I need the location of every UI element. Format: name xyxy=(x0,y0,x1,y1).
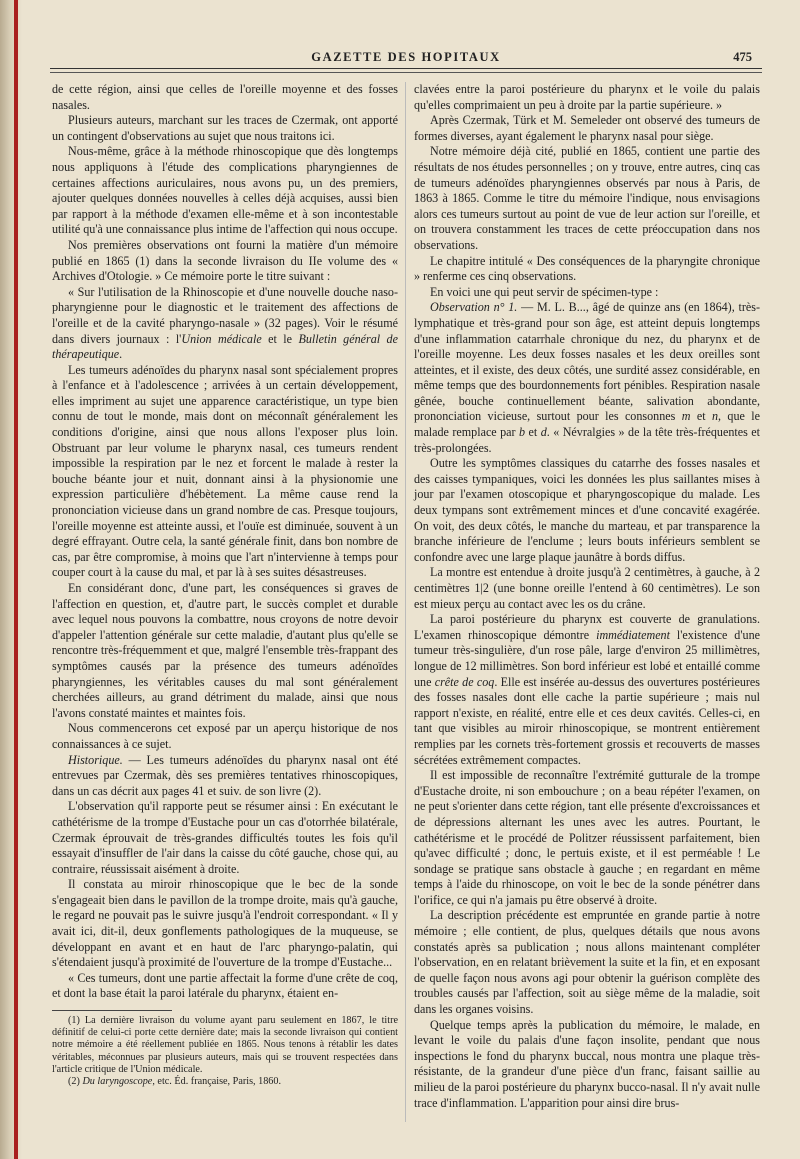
letter: n xyxy=(711,409,718,424)
header-rule-thick xyxy=(50,68,762,69)
paragraph: Nous-même, grâce à la méthode rhinoscopique que dès longtemps nous appliquons à l'étude des complications pharyngiennes de certaines affections auriculaires, nous avons pu, un des premiers, ajouter quelques données nouvelles à celles déjà acquises, aussi bien par rapport à la méthode d'examen elle-même et à son incontestable utilité qu'à une connaissance plus intime de l'affection qui nous occupe. xyxy=(52,144,398,237)
paragraph xyxy=(52,285,398,363)
journal-title: Bulletin général de thérapeutique xyxy=(52,331,398,362)
letter: m xyxy=(681,409,691,424)
footnote: (1) La dernière livraison du volume ayant paru seulement en 1867, le titre définitif de celui-ci porte cette dernière date; mais la seconde livraison qui contient notre mémoire a été réellement publiée en 1865. Nous tenons à rétablir les dates véritables, méconnues par plusieurs auteurs, mais qui se trouvent respectées dans l'article critique de l'Union médicale. xyxy=(52,1015,398,1075)
paragraph: La description précédente est empruntée en grande partie à notre mémoire ; elle contient, de plus, quelques détails que nous avons constatés après sa publication ; nous allons maintenant compléter l'observation, en en relatant brièvement la suite et la fin, et en exposant de quelle façon nous avons agi pour obtenir la guérison complète des troubles causés par l'affection, soit au siège même de la maladie, soit dans les organes voisins. xyxy=(414,908,760,1017)
paragraph: La montre est entendue à droite jusqu'à 2 centimètres, à gauche, à 2 centimètres 1|2 (une bonne oreille l'entend à 60 centimètres). Le son est mieux perçu au contact avec les os du crâne. xyxy=(414,565,760,611)
paragraph: L'observation qu'il rapporte peut se résumer ainsi : En exécutant le cathétérisme de la trompe d'Eustache pour un cas d'otorrhée bilatérale, Czermak éprouvait de très-grandes difficultés toutes les fois qu'il essayait d'insuffler de l'air dans la caisse du côté gauche, chose qui, au contraire, réussissait aisément à droite. xyxy=(52,799,398,876)
text-run: « Sur l'utilisation de la Rhinoscopie et d'une nouvelle douche naso-pharyngienne pour le diagnostic et le traitement des affections de l'oreille et de la cavité pharyngo-nasale » (32 pages). Voir le résumé dans divers journaux : l' xyxy=(52,284,398,346)
footnote-rule xyxy=(52,1010,172,1011)
text-run: l'existence d'une tumeur très-singulière, d'un rose pâle, large d'environ 25 millimètres, longue de 12 millimètres. Son bord inférieur est lobé et entaillé comme une xyxy=(414,627,760,689)
text-run: . xyxy=(119,347,123,362)
text-run: et xyxy=(690,409,712,424)
paragraph: Quelque temps après la publication du mémoire, le malade, en levant le voile du palais d'une façon insolite, pendant que nous inspections le fond du pharynx buccal, nous montra une plaque très-résistante, de la grandeur d'une pièce d'un franc, faisant saillie au milieu de la paroi postérieure du pharynx bucco-nasal. Il n'y avait nulle trace d'inflammation. L'apparition pour ainsi dire brus- xyxy=(414,1017,760,1110)
paragraph: Nos premières observations ont fourni la matière d'un mémoire publié en 1865 (1) dans la seconde livraison du IIe volume des « Archives d'Otologie. » Ce mémoire porte le titre suivant : xyxy=(52,237,398,284)
paragraph: Les tumeurs adénoïdes du pharynx nasal sont spécialement propres à l'enfance et à l'adolescence ; arrivées à un certain développement, elles impriment au sujet une apparence caractéristique, un type bien connu de tout le monde, mais dont on méconnaît généralement les conditions d'origine, ainsi que nous allons l'exposer plus loin. Obstruant par leur volume le pharynx nasal, ces tumeurs rendent impossible la respiration par le nez et forcent le malade à rester la bouche béante jour et nuit, donnant ainsi à la physionomie une expression particulière d'hébètement. La même cause rend la prononciation vicieuse dans un grand nombre de cas. Presque toujours, l'oreille moyenne est atteinte aussi, et l'ouïe est diminuée, souvent à un degré effrayant. Outre cela, la santé générale finit, dans bon nombre de cas, par être compromise, à moins que l'art n'intervienne à temps pour couper court à la cause du mal, et par là à ses suites désastreuses. xyxy=(52,362,398,580)
text-run: , etc. Éd. française, Paris, 1860. xyxy=(152,1076,282,1088)
letter: d xyxy=(540,425,547,440)
paragraph: Notre mémoire déjà cité, publié en 1865, contient une partie des résultats de nos études personnelles ; on y trouve, entre autres, cinq cas de tumeurs adénoïdes pharyngiennes observés par nous à Paris, de 1863 à 1865. Comme le titre du mémoire l'indique, nous envisagions alors ces tumeurs surtout au point de vue de leur action sur l'oreille, et on trouvera constamment les traces de cette préoccupation dans nos observations. xyxy=(414,144,760,252)
paragraph: Il constata au miroir rhinoscopique que le bec de la sonde s'engageait bien dans le pavillon de la trompe droite, mais qu'à gauche, le regard ne pouvait pas le suivre jusqu'à l'endroit correspondant. « Il y avait ici, dit-il, deux gonflements pathologiques de la muqueuse, se développant en avant et en haut de l'arc pharyngo-palatin, qui s'étendaient jusqu'à proximité de l'ouverture de la trompe d'Eustache... xyxy=(52,877,398,970)
paragraph: Il est impossible de reconnaître l'extrémité gutturale de la trompe d'Eustache droite, ni son embouchure ; on a beau répéter l'examen, on ne peut s'orienter dans cette région, tant elle présente d'excroissances et de dépressions alternant les unes avec les autres. Pourtant, le cathétérisme et le procédé de Politzer réussissent parfaitement, bien qu'avec difficulté ; donc, le pertuis existe, et il est perméable ! Le sondage se pratique sans obstacle à gauche ; en regardant en même temps à l'aide du rhinoscope, on voit le bec de la sonde pénétrer dans l'orifice, ce qui n'a jamais pu être observé à droite. xyxy=(414,768,760,907)
journal-title: Union médicale xyxy=(181,331,262,346)
text-run: , que le malade remplace par xyxy=(414,409,760,440)
paragraph xyxy=(52,753,398,800)
paragraph: Plusieurs auteurs, marchant sur les traces de Czermak, ont apporté un contingent d'observations au sujet que nous traitons ici. xyxy=(52,113,398,143)
paragraph xyxy=(414,300,760,456)
column-divider xyxy=(405,82,406,1122)
paragraph: de cette région, ainsi que celles de l'oreille moyenne et des fosses nasales. xyxy=(52,82,398,112)
paragraph: Après Czermak, Türk et M. Semeleder ont observé des tumeurs de formes diverses, ayant également le pharynx nasal pour siège. xyxy=(414,113,760,143)
right-column xyxy=(414,82,760,1111)
text-run: et xyxy=(525,425,541,440)
text-run: et le xyxy=(261,331,299,346)
letter: b xyxy=(519,425,526,440)
text-run: — M. L. B..., âgé de quinze ans (en 1864), très-lymphatique et très-grand pour son âge, est atteint depuis longtemps d'une inflammation catarrhale chronique du nez, du pharynx et de l'oreille moyenne. Les deux fosses nasales et les deux oreilles sont atteintes, et il existe, des deux côtés, une surdité assez considérable, en même temps que des bourdonnements fort pénibles. Respiration nasale gênée, bouche continuellement béante, salivation abondante, prononciation vicieuse, surtout pour les consonnes xyxy=(414,300,760,424)
text-run: . Elle est insérée au-dessus des ouvertures postérieures des fosses nasales dont elle cache la partie supérieure ; mais nul rapport n'existe, en réalité, entre elle et ces deux cavités. Celles-ci, en tant que visibles au miroir rhinoscopique, se montrent entièrement remplies par les cornets très-fortement grossis et recouverts de masses sécrétées extrêmement compactes. xyxy=(414,674,760,767)
paragraph: Le chapitre intitulé « Des conséquences de la pharyngite chronique » renferme ces cinq observations. xyxy=(414,253,760,284)
text-run: La paroi postérieure du pharynx est couverte de granulations. L'examen rhinoscopique démontre xyxy=(414,612,760,642)
spine-red-line xyxy=(14,0,18,1159)
emphasis: immédiatement xyxy=(596,627,670,642)
text-run: (2) xyxy=(68,1076,83,1088)
header-rule-thin xyxy=(50,72,762,73)
text-run: — Les tumeurs adénoïdes du pharynx nasal ont été entrevues par Czermak, dès ses premières tentatives rhinoscopiques, dans un cas décrit aux pages 41 et suiv. de son livre (2). xyxy=(52,752,398,798)
paragraph: En considérant donc, d'une part, les conséquences si graves de l'affection en question, et, d'autre part, le succès complet et durable avec lequel nous pouvons la combattre, nous croyons de notre devoir d'appeler l'attention générale sur cette maladie, d'autant plus qu'elle se rencontre très-fréquemment et que, malgré l'ensemble très-frappant des symptômes causés par la présence des tumeurs adénoïdes pharyngiennes, les véritables causes du mal sont généralement cherchées ailleurs, au grand détriment du malade, ainsi que nous l'avons constaté maintes et maintes fois. xyxy=(52,581,398,720)
page-number: 475 xyxy=(733,50,752,64)
paragraph: Nous commencerons cet exposé par un aperçu historique de nos connaissances à ce sujet. xyxy=(52,721,398,751)
page-spine xyxy=(0,0,22,1159)
emphasis: crête de coq xyxy=(434,674,495,689)
observation-label: Observation n° 1. xyxy=(430,300,518,315)
paragraph: En voici une qui peut servir de spécimen-type : xyxy=(430,284,659,299)
section-label: Historique. xyxy=(68,752,123,767)
footnote xyxy=(52,1076,398,1088)
left-column xyxy=(52,82,398,1088)
book-title: Du laryngoscope xyxy=(82,1076,153,1088)
running-title: GAZETTE DES HOPITAUX xyxy=(311,50,501,64)
paragraph: « Ces tumeurs, dont une partie affectait la forme d'une crête de coq, et dont la base était la paroi latérale du pharynx, étaient en- xyxy=(52,970,398,1001)
text-run: . « Névralgies » de la tête très-fréquentes et très-prolongées. xyxy=(414,425,760,455)
paragraph xyxy=(414,612,760,768)
paragraph: clavées entre la paroi postérieure du pharynx et le voile du palais qu'elles comprimaient un peu à droite par la partie supérieure. » xyxy=(414,82,760,112)
paragraph: Outre les symptômes classiques du catarrhe des fosses nasales et des caisses tympaniques, voici les données les plus saillantes mises à jour par l'examen otoscopique et pharyngoscopique du malade. Les deux tympans sont extrêmement minces et d'une concavité exagérée. On voit, des deux côtés, le manche du marteau, et par transparence la branche inférieure de l'enclume ; leurs bouts inférieurs semblent se confondre avec une large plaque jaunâtre à bords diffus. xyxy=(414,456,760,564)
